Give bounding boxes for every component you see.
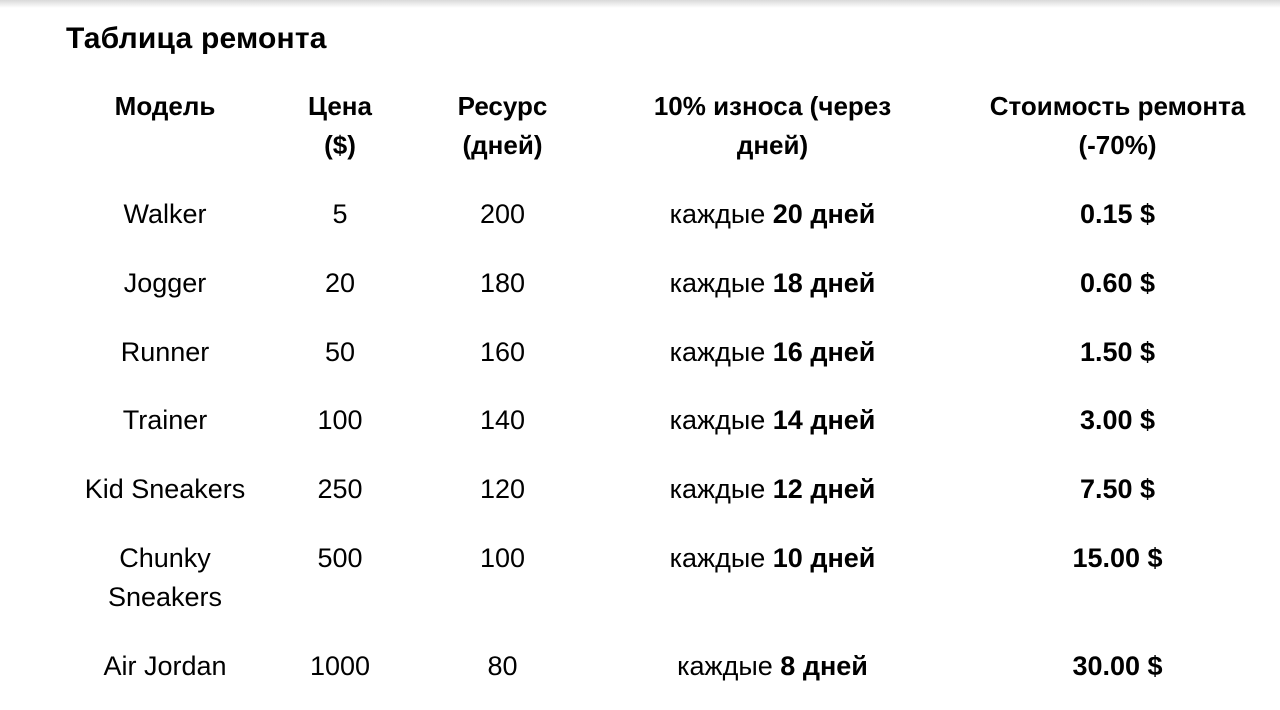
model-name-line: Runner — [120, 337, 210, 367]
header-cost — [960, 87, 1275, 165]
header-resource — [430, 87, 575, 165]
table-row-price: 500 — [317, 543, 363, 573]
header-model — [60, 87, 270, 126]
model-name-line: Chunky — [119, 543, 211, 573]
wear-interval: 12 дней — [772, 474, 876, 504]
table-row-price: 100 — [317, 405, 363, 435]
table-row-wear — [600, 401, 945, 440]
table-row-model — [60, 470, 270, 509]
header-price — [290, 87, 390, 165]
model-name-line: Walker — [123, 199, 207, 229]
header-wear-line: дней) — [736, 130, 809, 160]
table-row-resource: 80 — [487, 651, 518, 681]
table-row-resource: 200 — [479, 199, 526, 229]
wear-interval: 14 дней — [772, 405, 876, 435]
repair-cost: 0.60 $ — [1079, 268, 1156, 298]
table-row-model — [60, 647, 270, 686]
table-row-cost — [960, 195, 1275, 234]
table-row-wear — [600, 539, 945, 578]
header-model-line: Модель — [114, 91, 216, 121]
wear-prefix: каждые — [677, 651, 773, 681]
header-cost-line: Стоимость ремонта — [989, 91, 1246, 121]
table-row-model — [60, 195, 270, 234]
wear-prefix: каждые — [669, 268, 766, 298]
header-price-line: Цена — [308, 91, 372, 121]
table-row-cost — [960, 333, 1275, 372]
repair-cost: 0.15 $ — [1079, 199, 1156, 229]
table-row-wear — [600, 647, 945, 686]
table-row-resource: 120 — [479, 474, 526, 504]
table-row-model — [60, 264, 270, 303]
repair-cost: 7.50 $ — [1079, 474, 1156, 504]
wear-interval: 18 дней — [772, 268, 876, 298]
table-row-cost — [960, 647, 1275, 686]
table-row-cost — [960, 539, 1275, 578]
table-row-cost — [960, 401, 1275, 440]
repair-cost: 3.00 $ — [1079, 405, 1156, 435]
page-title: Таблица ремонта — [66, 22, 327, 55]
table-row-price: 5 — [332, 199, 348, 229]
table-row-price: 20 — [324, 268, 356, 298]
table-row-price: 50 — [324, 337, 356, 367]
table-row-resource: 100 — [479, 543, 526, 573]
wear-prefix: каждые — [669, 199, 766, 229]
repair-cost: 1.50 $ — [1079, 337, 1156, 367]
repair-cost: 15.00 $ — [1072, 543, 1163, 573]
model-name-line: Kid Sneakers — [84, 474, 246, 504]
header-cost-line: (-70%) — [1078, 130, 1157, 160]
wear-prefix: каждые — [669, 543, 766, 573]
model-name-line: Sneakers — [107, 582, 223, 612]
table-row-wear — [600, 195, 945, 234]
wear-interval: 16 дней — [772, 337, 876, 367]
wear-prefix: каждые — [669, 405, 766, 435]
table-row-wear — [600, 333, 945, 372]
table-row-model — [60, 539, 270, 617]
wear-interval: 8 дней — [780, 651, 868, 681]
table-row-wear — [600, 470, 945, 509]
table-row-price: 1000 — [309, 651, 371, 681]
table-row-cost — [960, 264, 1275, 303]
header-resource-line: Ресурс — [457, 91, 548, 121]
table-row-cost — [960, 470, 1275, 509]
model-name-line: Air Jordan — [103, 651, 227, 681]
wear-prefix: каждые — [669, 337, 766, 367]
wear-interval: 20 дней — [772, 199, 876, 229]
wear-prefix: каждые — [669, 474, 766, 504]
table-row-wear — [600, 264, 945, 303]
top-shadow — [0, 0, 1280, 8]
table-row-resource: 140 — [479, 405, 526, 435]
repair-cost: 30.00 $ — [1072, 651, 1163, 681]
table-row-resource: 180 — [479, 268, 526, 298]
header-resource-line: (дней) — [462, 130, 543, 160]
table-row-resource: 160 — [479, 337, 526, 367]
header-wear-line: 10% износа (через — [653, 91, 892, 121]
header-price-line: ($) — [324, 130, 356, 160]
table-row-price: 250 — [317, 474, 363, 504]
table-row-model — [60, 401, 270, 440]
model-name-line: Trainer — [122, 405, 208, 435]
model-name-line: Jogger — [123, 268, 207, 298]
table-row-model — [60, 333, 270, 372]
wear-interval: 10 дней — [772, 543, 876, 573]
header-wear — [600, 87, 945, 165]
